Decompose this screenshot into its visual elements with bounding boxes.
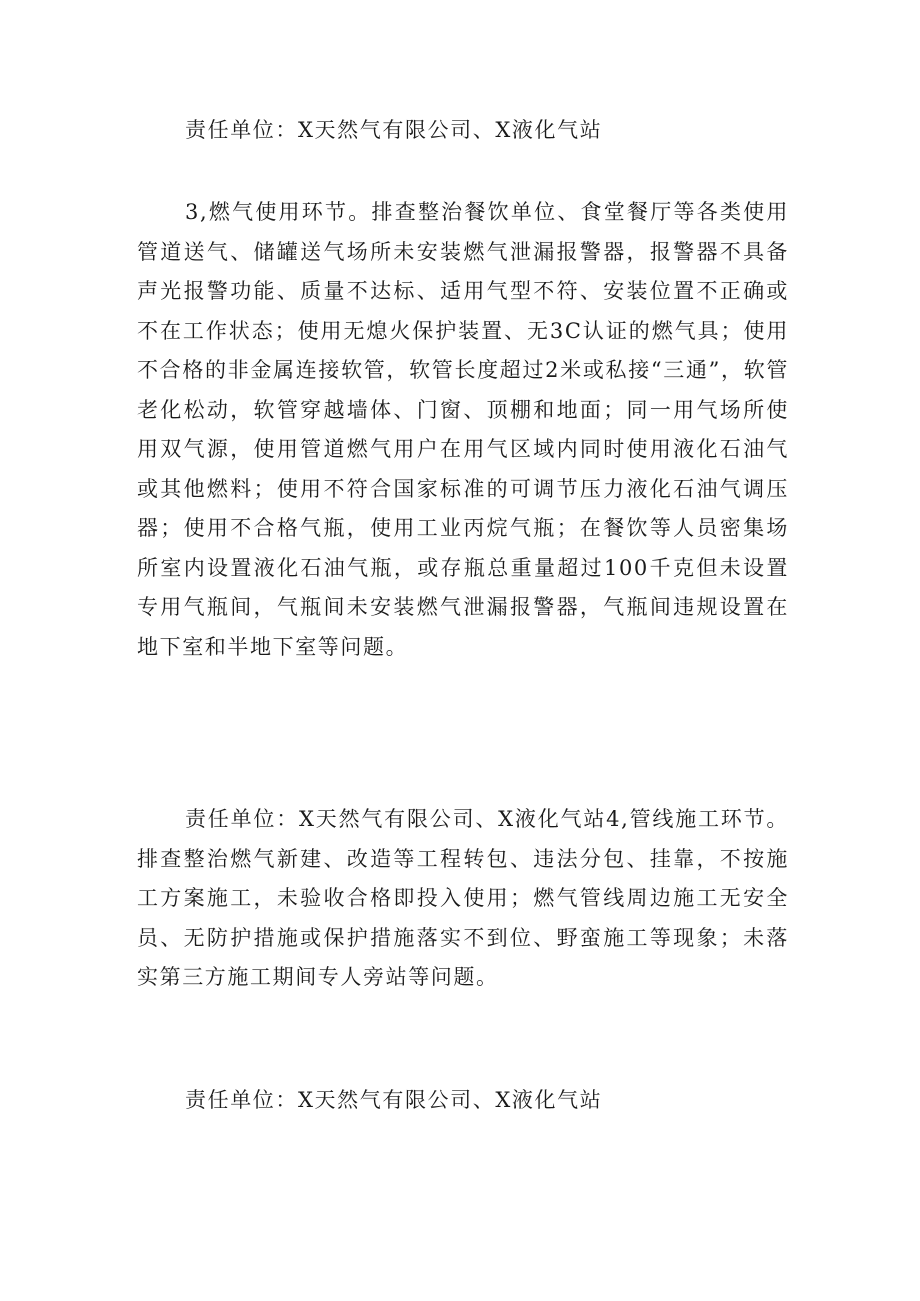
pipeline-construction-paragraph: 责任单位：X天然气有限公司、X液化气站4,管线施工环节。排查整治燃气新建、改造等工程转包、违法分包、挂靠，不按施工方案施工，未验收合格即投入使用；燃气管线周边施工无安全员、无防护措施或保护措施落实不到位、野蛮施工等现象；未落实第三方施工期间专人旁站等问题。 xyxy=(137,807,789,989)
responsible-unit-paragraph-final: 责任单位：X天然气有限公司、X液化气站 xyxy=(185,1088,603,1112)
responsible-unit-paragraph: 责任单位：X天然气有限公司、X液化气站 xyxy=(185,118,603,142)
gas-usage-paragraph: 3,燃气使用环节。排查整治餐饮单位、食堂餐厅等各类使用管道送气、储罐送气场所未安装燃气泄漏报警器，报警器不具备声光报警功能、质量不达标、适用气型不符、安装位置不正确或不在工作状态；使用无熄火保护装置、无3C认证的燃气具；使用不合格的非金属连接软管，软管长度超过2米或私接“三通”，软管老化松动，软管穿越墙体、门窗、顶棚和地面；同一用气场所使用双气源，使用管道燃气用户在用气区域内同时使用液化石油气或其他燃料；使用不符合国家标准的可调节压力液化石油气调压器；使用不合格气瓶，使用工业丙烷气瓶；在餐饮等人员密集场所室内设置液化石油气瓶，或存瓶总重量超过100千克但未设置专用气瓶间，气瓶间未安装燃气泄漏报警器，气瓶间违规设置在地下室和半地下室等问题。 xyxy=(137,200,789,659)
